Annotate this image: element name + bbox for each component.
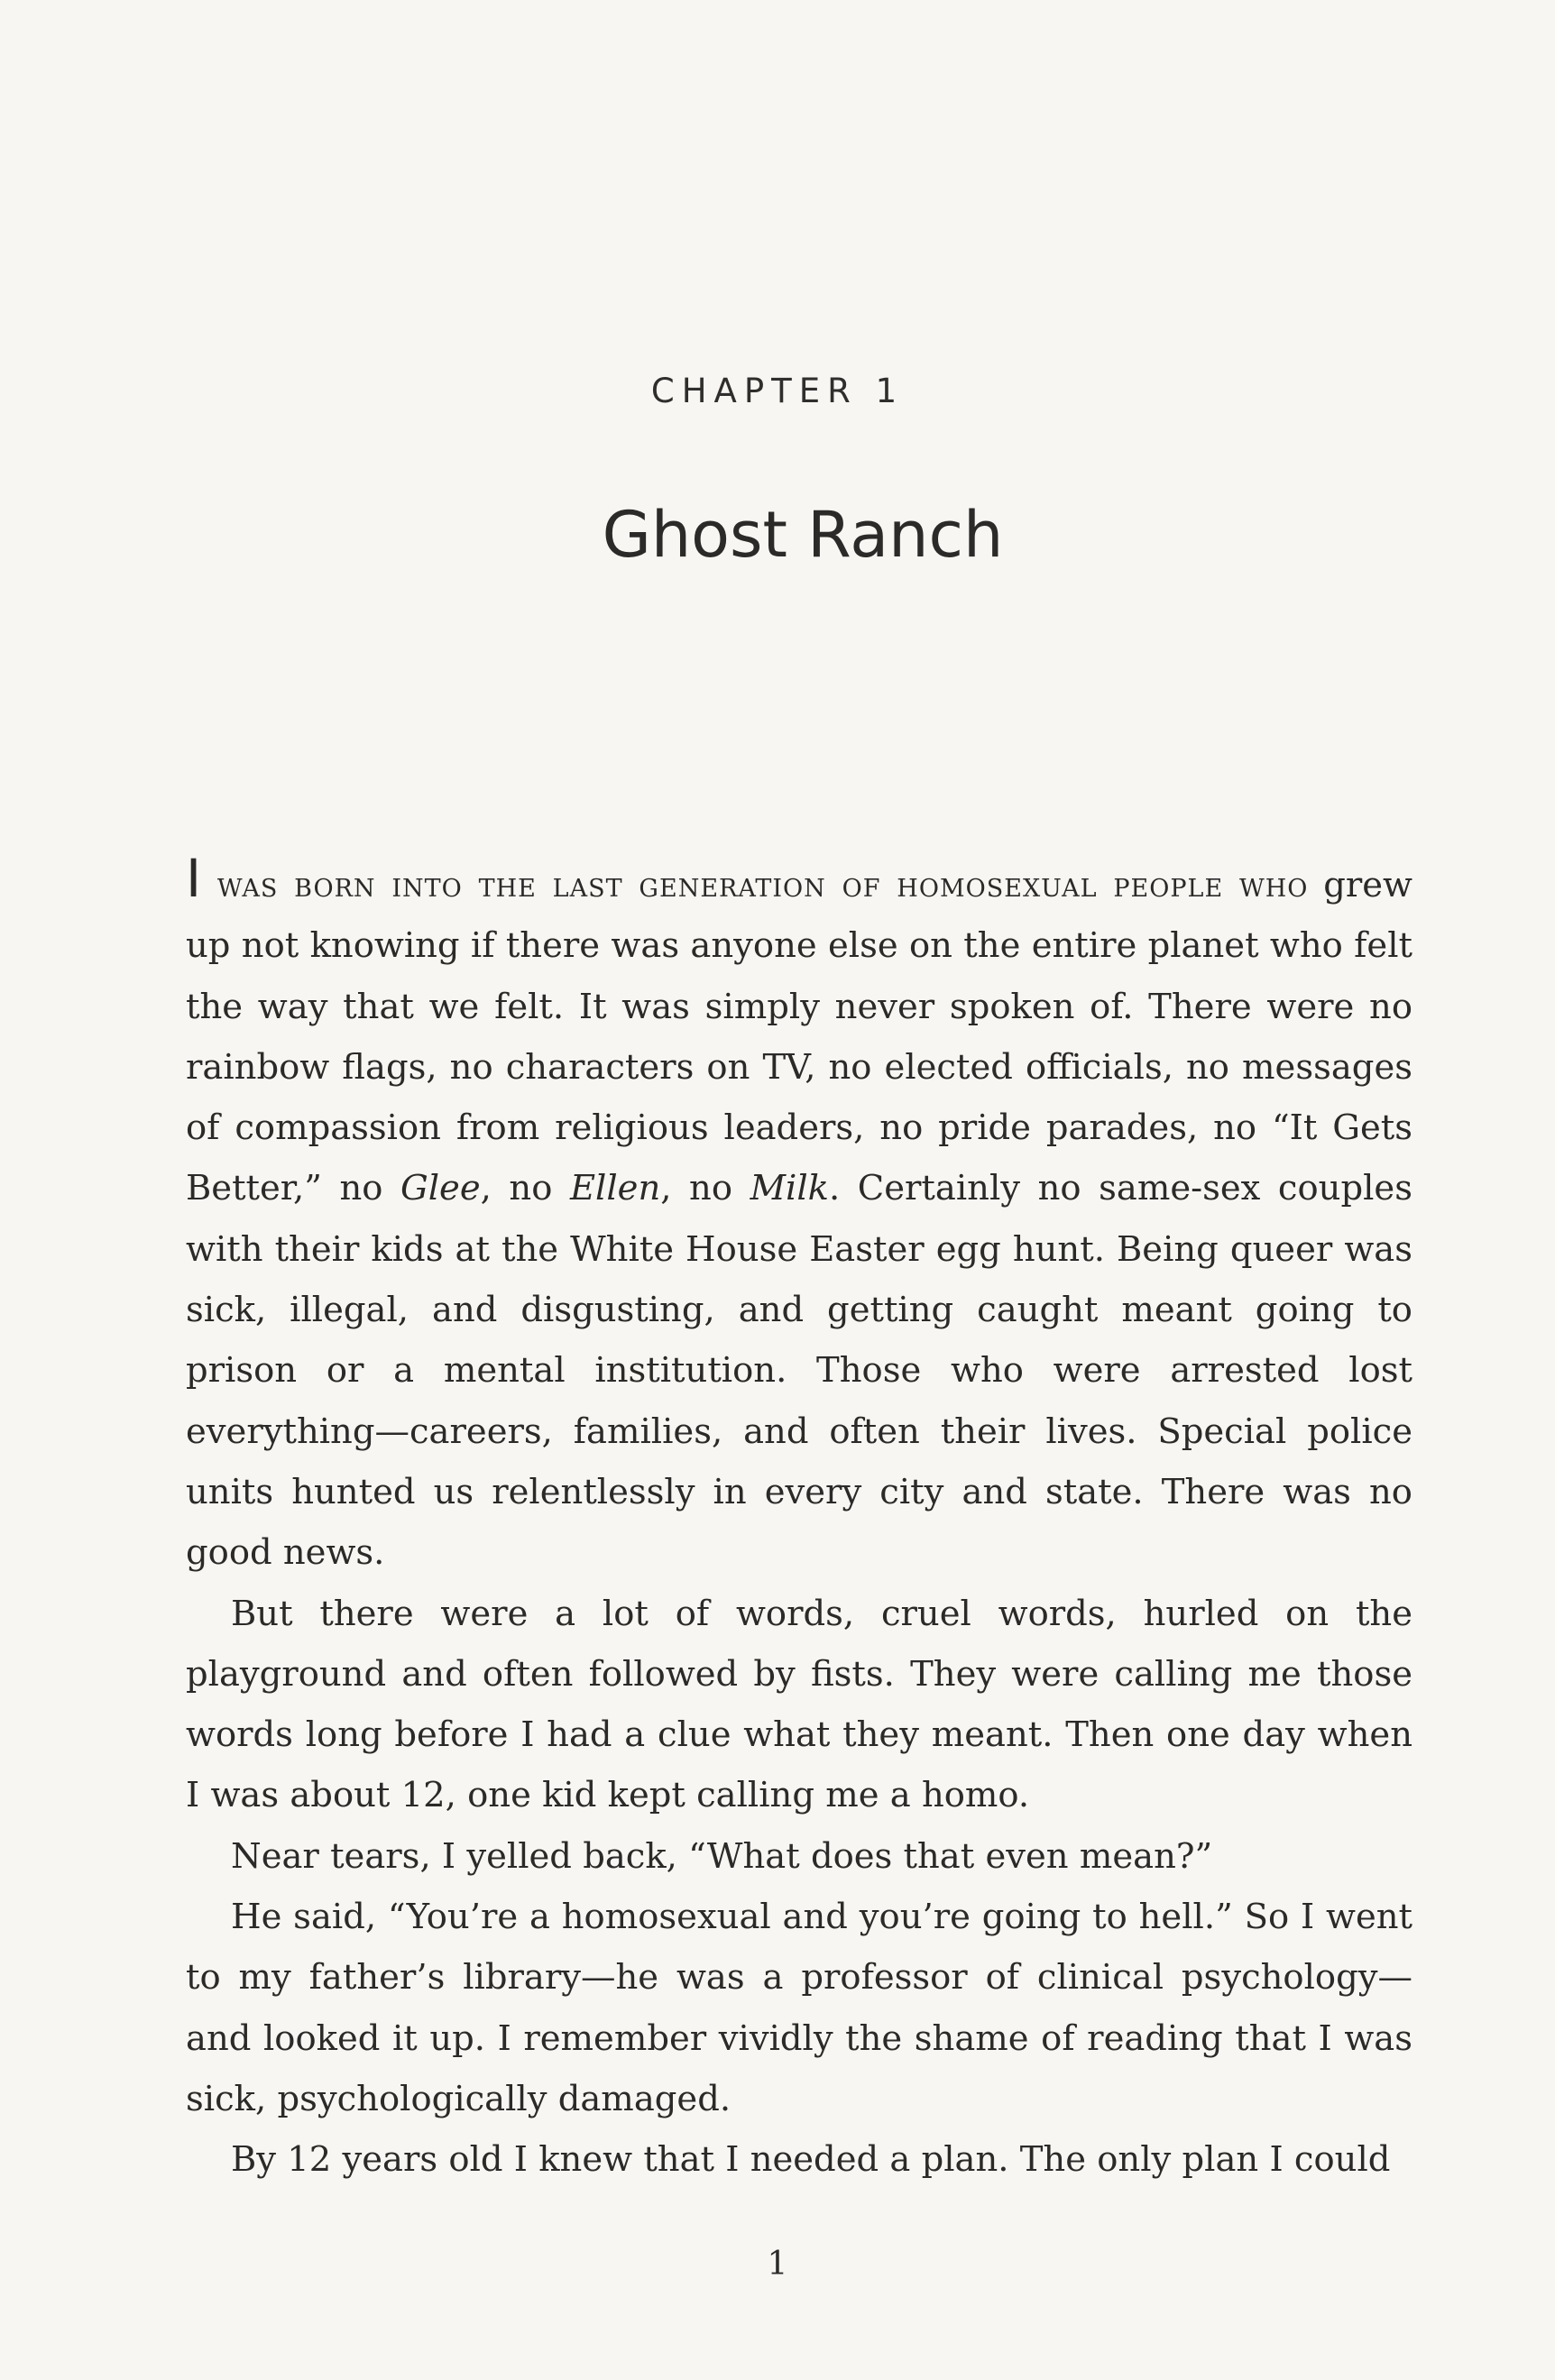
paragraph-3: Near tears, I yelled back, “What does that even mean?” bbox=[231, 1835, 1213, 1877]
drop-initial: I bbox=[186, 848, 202, 909]
title-ellen: Ellen bbox=[569, 1168, 661, 1209]
page-number: 1 bbox=[767, 2246, 788, 2283]
title-milk: Milk bbox=[750, 1168, 829, 1209]
paragraph-4: He said, “You’re a homosexual and you’re going to hell.” So I went to my father’s library—he was a professor of clinical psychology—and looked it up. I remember vividly the shame of reading that I was sick, psychologically damaged. bbox=[186, 1897, 1412, 2119]
paragraph-1-text-c: , no bbox=[660, 1168, 750, 1209]
opening-smallcaps: was born into the last generation of homosexual people who bbox=[201, 865, 1309, 905]
paragraph-1-text-a: grew up not knowing if there was anyone else on the entire planet who felt the way that we felt. It was simply never spoken of. There were no rainbow flags, no characters on TV, no elected officials, no messages of compassion from religious leaders, no pride parades, no “It Gets Better,” no bbox=[186, 865, 1413, 1209]
body-text bbox=[186, 848, 1413, 2191]
paragraph-1 bbox=[186, 848, 1413, 1584]
paragraph-2: But there were a lot of words, cruel words, hurled on the playground and often followed by fists. They were calling me those words long before I had a clue what they meant. Then one day when I was about 12, one kid kept calling me a homo. bbox=[186, 1593, 1412, 1816]
paragraph-1-text-d: . Certainly no same-sex couples with their kids at the White House Easter egg hunt. Being queer was sick, illegal, and disgusting, and getting caught meant going to prison or a mental institution. Those who were arrested lost everything—careers, families, and often their lives. Special police units hunted us relentlessly in every city and state. There was no good news. bbox=[186, 1168, 1412, 1574]
chapter-title: Ghost Ranch bbox=[602, 498, 1004, 572]
title-glee: Glee bbox=[400, 1168, 481, 1209]
paragraph-5: By 12 years old I knew that I needed a plan. The only plan I could bbox=[231, 2139, 1391, 2181]
paragraph-1-text-b: , no bbox=[480, 1168, 570, 1209]
chapter-label: CHAPTER 1 bbox=[650, 372, 905, 410]
